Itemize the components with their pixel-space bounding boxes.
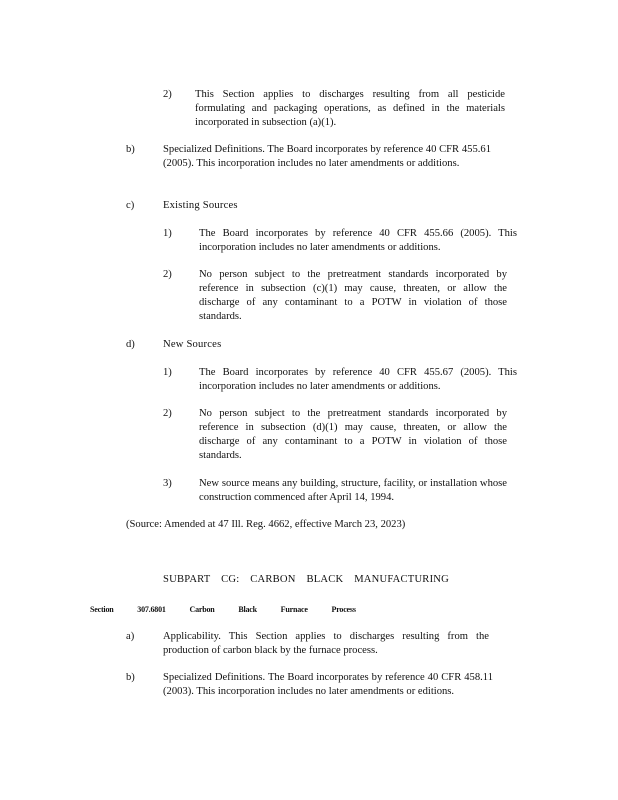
item-label: 2) <box>163 269 172 280</box>
existing-sources-prohibition-text: No person subject to the pretreatment standards incorporated by reference in subsection (c)(1) may cause, threaten, or allow the discharge of any contaminant to a POTW in violation of those standards. <box>199 269 507 322</box>
item-label: 3) <box>163 478 172 489</box>
new-source-definition-text: New source means any building, structure, facility, or installation whose construction commenced after April 14, 1994. <box>199 478 507 503</box>
carbon-black-definitions-text: Specialized Definitions. The Board incorporates by reference 40 CFR 458.11 (2003). This incorporation includes no later amendments or editions. <box>163 672 493 697</box>
item-label: d) <box>126 339 135 350</box>
source-note: (Source: Amended at 47 Ill. Reg. 4662, effective March 23, 2023) <box>126 519 406 530</box>
item-label: b) <box>126 144 135 155</box>
item-label: c) <box>126 200 135 211</box>
carbon-black-applicability-text: Applicability. This Section applies to discharges resulting from the production of carbon black by the furnace process. <box>163 631 489 656</box>
item-label: 1) <box>163 228 172 239</box>
item-label: b) <box>126 672 135 683</box>
specialized-definitions-text: Specialized Definitions. The Board incorporates by reference 40 CFR 455.61 (2005). This incorporation includes no later amendments or additions. <box>163 144 491 169</box>
new-sources-prohibition-text: No person subject to the pretreatment standards incorporated by reference in subsection (d)(1) may cause, threaten, or allow the discharge of any contaminant to a POTW in violation of those standards. <box>199 408 507 461</box>
new-sources-incorporation-text: The Board incorporates by reference 40 CFR 455.67 (2005). This incorporation includes no later amendments or additions. <box>199 367 517 392</box>
subpart-title: SUBPART CG: CARBON BLACK MANUFACTURING <box>163 574 450 585</box>
pesticide-applicability-text: This Section applies to discharges resulting from all pesticide formulating and packaging operations, as defined in the materials incorporated in subsection (a)(1). <box>195 89 505 128</box>
new-sources-heading: New Sources <box>163 339 222 350</box>
item-label: 1) <box>163 367 172 378</box>
item-label: 2) <box>163 408 172 419</box>
existing-sources-incorporation-text: The Board incorporates by reference 40 CFR 455.66 (2005). This incorporation includes no later amendments or additions. <box>199 228 517 253</box>
item-label: a) <box>126 631 135 642</box>
section-heading: Section 307.6801 Carbon Black Furnace Process <box>90 605 356 614</box>
existing-sources-heading: Existing Sources <box>163 200 238 211</box>
item-label: 2) <box>163 89 172 100</box>
